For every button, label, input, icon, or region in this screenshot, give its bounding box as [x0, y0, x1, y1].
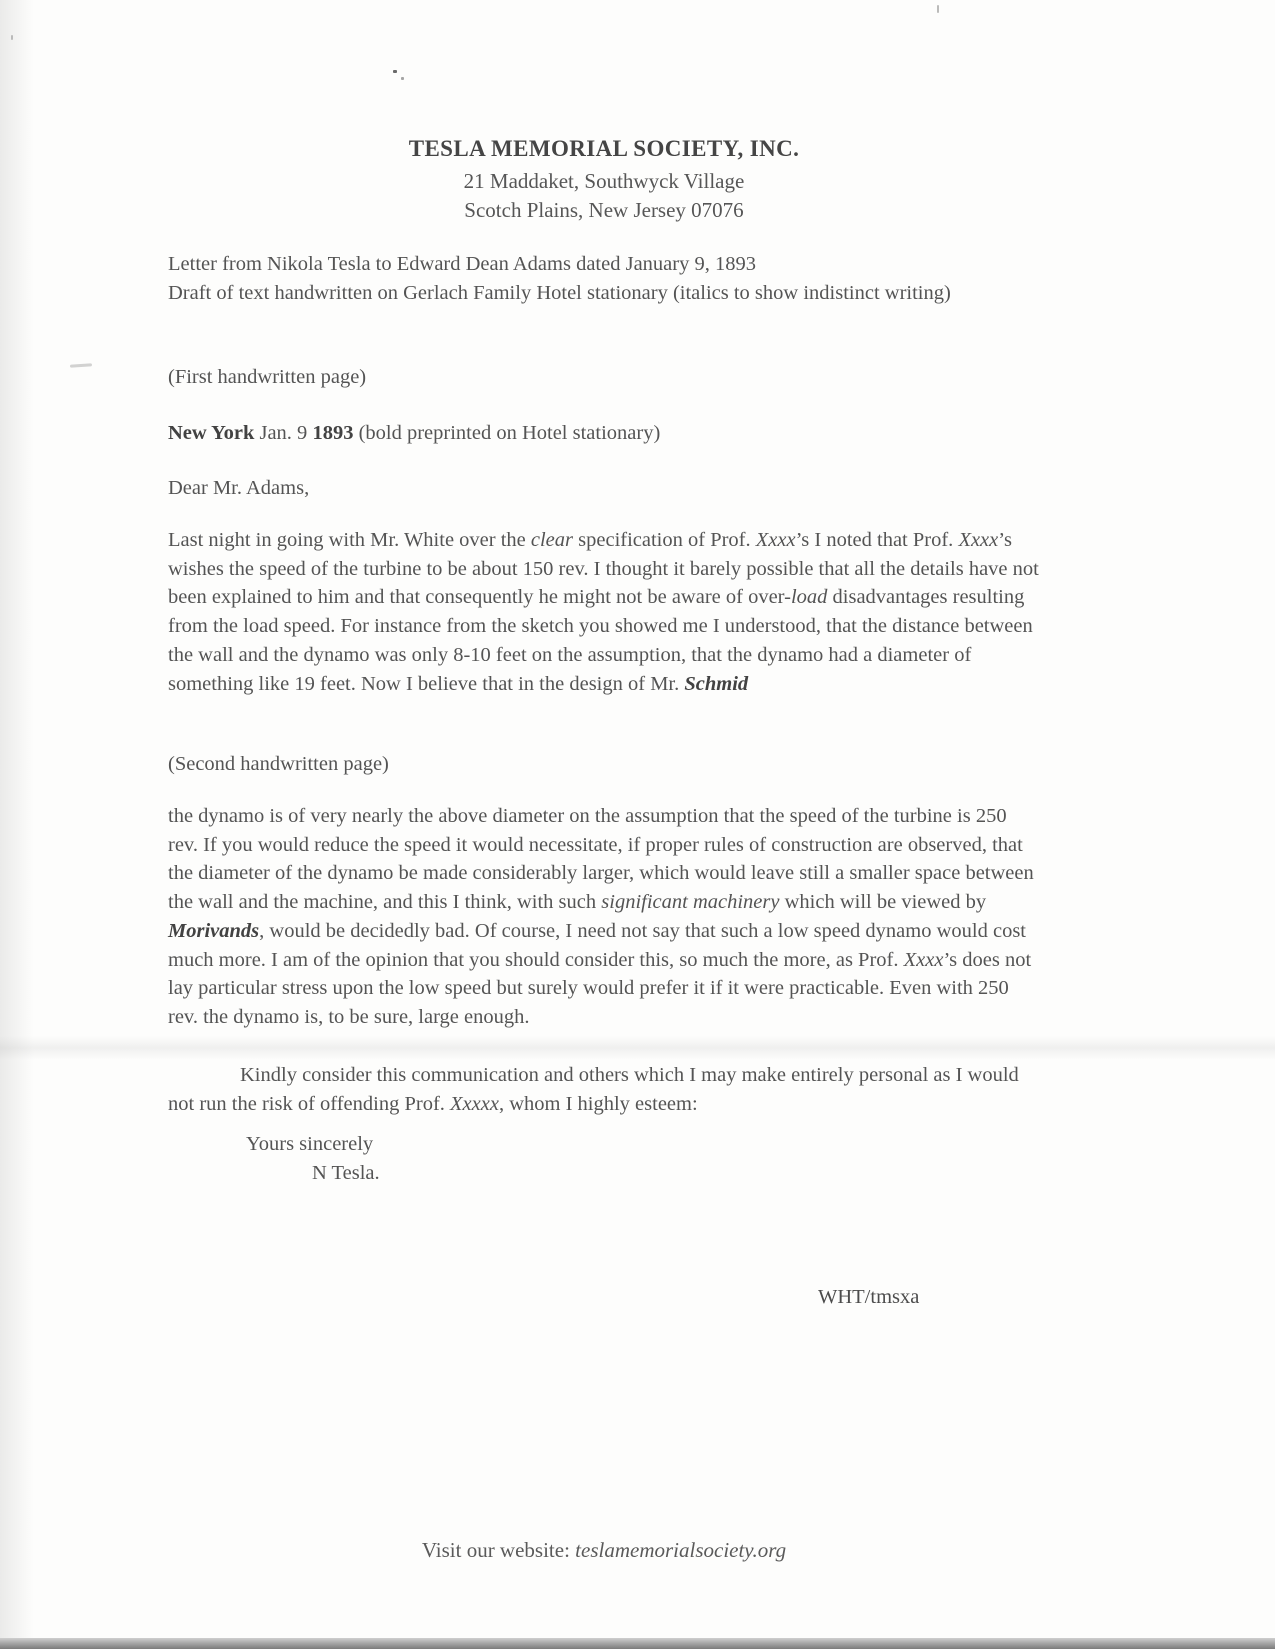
- salutation: Dear Mr. Adams,: [168, 477, 310, 499]
- letterhead: [168, 136, 1040, 225]
- scan-speck: [937, 5, 939, 13]
- typist-reference: WHT/tmsxa: [818, 1286, 920, 1308]
- letter-paragraph-1: Last night in going with Mr. White over the clear specification of Prof. Xxxx’s I noted that Prof. Xxxx’s wishes the speed of the turbine to be about 150 rev. I thought it barely possible that all the details have not been explained to him and that consequently he might not be aware of over-load disadvantages resulting from the load speed. For instance from the sketch you showed me I understood, that the distance between the wall and the dynamo was only 8-10 feet on the assumption, that the dynamo had a diameter of something like 19 feet. Now I believe that in the design of Mr. Schmid: [168, 529, 1039, 695]
- document-description: [168, 250, 1040, 307]
- organization-name: TESLA MEMORIAL SOCIETY, INC.: [408, 136, 800, 161]
- signature-name: N Tesla.: [312, 1161, 380, 1184]
- dateline: New York Jan. 9 1893 (bold preprinted on Hotel stationary): [168, 422, 661, 444]
- scan-edge-shadow: [0, 0, 34, 1649]
- signature-block: [168, 1130, 1040, 1187]
- description-line-2: Draft of text handwritten on Gerlach Family Hotel stationary (italics to show indistinct writing): [168, 281, 951, 304]
- scan-fold-artifact: [0, 1036, 1275, 1060]
- address-line-1: 21 Maddaket, Southwyck Village: [463, 169, 745, 193]
- website-footer: Visit our website: teslamemorialsociety.org: [421, 1538, 787, 1562]
- letter-paragraph-2: the dynamo is of very nearly the above diameter on the assumption that the speed of the turbine is 250 rev. If you would reduce the speed it would necessitate, if proper rules of construction are observed, that the diameter of the dynamo be made considerably larger, which would leave still a smaller space between the wall and the machine, and this I think, with such significant machinery which will be viewed by Morivands, would be decidedly bad. Of course, I need not say that such a low speed dynamo would cost much more. I am of the opinion that you should consider this, so much the more, as Prof. Xxxx’s does not lay particular stress upon the low speed but surely would prefer it if it were practicable. Even with 250 rev. the dynamo is, to be sure, large enough.: [168, 805, 1034, 1028]
- description-line-1: Letter from Nikola Tesla to Edward Dean Adams dated January 9, 1893: [168, 253, 756, 275]
- address-line-2: Scotch Plains, New Jersey 07076: [464, 198, 744, 222]
- letter-paragraph-3: Kindly consider this communication and others which I may make entirely personal as I would not run the risk of offending Prof. Xxxxx, whom I highly esteem:: [168, 1064, 1019, 1115]
- scan-smudge: [70, 363, 92, 368]
- page-note-first: (First handwritten page): [168, 366, 367, 388]
- scan-bottom-edge: [0, 1638, 1275, 1649]
- page-note-second: (Second handwritten page): [168, 753, 389, 775]
- signature-closing: Yours sincerely: [246, 1133, 374, 1155]
- scan-speck: [393, 70, 397, 73]
- scan-speck: [11, 35, 13, 40]
- scan-speck: [401, 77, 404, 80]
